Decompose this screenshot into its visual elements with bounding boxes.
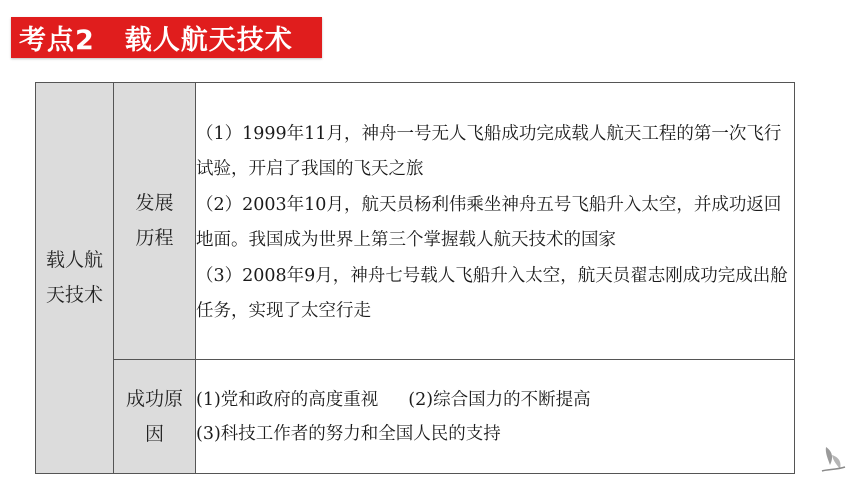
knowledge-table (35, 82, 795, 474)
success-label-line: 因 (144, 422, 164, 445)
table-row-development (36, 83, 795, 360)
success-row-1 (196, 383, 794, 417)
success-item-1: (1)党和政府的高度重视 (196, 389, 379, 410)
success-row-2 (196, 417, 794, 451)
development-label-line: 发展 (135, 192, 174, 214)
success-item-2: (2)综合国力的不断提高 (408, 389, 591, 410)
development-label-cell (114, 83, 196, 360)
success-label-cell (114, 360, 196, 474)
section-banner (11, 17, 322, 58)
success-item-3: (3)科技工作者的努力和全国人民的支持 (196, 423, 501, 444)
leaf-brush-icon (818, 443, 848, 475)
row-header-line: 载人航 (45, 249, 103, 271)
banner-number: 考点2 (19, 25, 95, 56)
development-label-line: 历程 (135, 227, 174, 249)
success-label-line: 成功原 (125, 387, 183, 410)
development-item-1: （1）1999年11月，神舟一号无人飞船成功完成载人航天工程的第一次飞行试验，开启了我国的飞天之旅 (196, 123, 782, 179)
development-content-cell (196, 83, 795, 360)
table-row-success (36, 360, 795, 474)
row-header-cell (36, 83, 114, 474)
row-header-line: 天技术 (45, 284, 103, 306)
development-item-3: （3）2008年9月，神舟七号载人飞船升入太空，航天员翟志刚成功完成出舱任务，实现了太空行走 (196, 265, 788, 321)
success-content-cell (196, 360, 795, 474)
banner-topic: 载人航天技术 (124, 25, 293, 56)
development-item-2: （2）2003年10月，航天员杨利伟乘坐神舟五号飞船升入太空，并成功返回地面。我国成为世界上第三个掌握载人航天技术的国家 (196, 194, 782, 250)
banner-title (11, 18, 293, 57)
